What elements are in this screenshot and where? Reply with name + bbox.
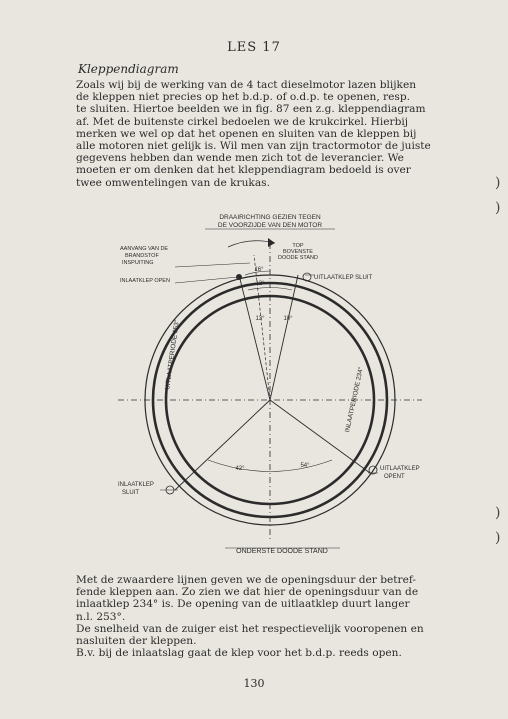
text-line: inlaatklep 234° is. De opening van de uitlaatklep duurt langer [76, 598, 410, 611]
exhaust-period-label: UITLAATPERIODE 253° [164, 319, 181, 391]
rotation-arrow [228, 241, 275, 247]
text-line: B.v. bij de inlaatslag gaat de klep voor het b.d.p. reeds open. [76, 647, 402, 660]
exhaust-open-label-2: OPENT [384, 474, 405, 480]
angle-42: 42° [235, 466, 245, 472]
text-line: fende kleppen aan. Zo zien we dat hier de openingsduur van de [76, 586, 419, 599]
exhaust-close-marker [303, 273, 311, 281]
rotation-label-2: DE VOORZIJDE VAN DEN MOTOR [217, 222, 323, 229]
injection-label-3: INSPUITING [122, 260, 154, 266]
text-line: te sluiten. Hiertoe beelden we in fig. 87 een z.g. kleppendiagram [76, 103, 426, 116]
text-line: de kleppen niet precies op het b.d.p. of o.d.p. te openen, resp. [76, 91, 410, 104]
bottom-dead-center-label: ONDERSTE DOODE STAND [236, 548, 328, 555]
explanation-paragraph [76, 574, 466, 659]
text-line: moeten er om denken dat het kleppendiagram bedoeld is over [76, 164, 411, 177]
valve-timing-diagram [100, 205, 445, 560]
angle-54: 54° [300, 463, 310, 469]
inlet-close-label-2: SLUIT [122, 490, 140, 496]
injection-line [254, 255, 270, 400]
text-line: Met de zwaardere lijnen geven we de openingsduur der betref- [76, 574, 417, 586]
text-line: n.l. 253°. [76, 610, 126, 623]
inlet-close-line [175, 400, 270, 490]
intro-paragraph [76, 79, 466, 189]
top-label-2: BOVENSTE [283, 249, 313, 255]
angle-10: 10° [283, 316, 293, 322]
text-line: De snelheid van de zuiger eist het respectievelijk vooropenen en [76, 622, 424, 635]
angle-12: 12° [255, 281, 265, 287]
rotation-label-1: DRAAIRICHTING GEZIEN TEGEN [219, 214, 321, 221]
section-title: Kleppendiagram [78, 62, 179, 76]
angle-16: 16° [254, 267, 264, 273]
text-line: twee omwentelingen van de krukas. [76, 176, 270, 189]
inlet-period-label: INLAATPERIODE 234° [344, 366, 365, 434]
text-line: nasluiten der kleppen. [76, 635, 197, 648]
text-line: merken we wel op dat het openen en sluiten van de kleppen bij [76, 127, 417, 140]
text-line: gegevens hebben dan wende men zich tot de leverancier. We [76, 152, 404, 165]
inlet-open-label: INLAATKLEP OPEN [120, 278, 170, 284]
exhaust-open-label-1: UITLAATKLEP [380, 466, 420, 472]
text-line: af. Met de buitenste cirkel bedoelen we de krukcirkel. Hierbij [76, 115, 409, 128]
margin-pencil-mark: ) [495, 200, 501, 216]
inlet-close-label-1: INLAATKLEP [118, 482, 154, 488]
rotation-arrowhead [268, 238, 275, 247]
exhaust-close-label: UITLAATKLEP SLUIT [314, 275, 373, 281]
angle-13: 13° [255, 316, 265, 322]
inlet-open-line [239, 275, 270, 400]
margin-pencil-mark: ) [495, 505, 501, 521]
margin-pencil-mark: ) [495, 175, 501, 191]
text-line: Zoals wij bij de werking van de 4 tact dieselmotor lazen blijken [76, 79, 417, 91]
top-label-3: DOODE STAND [278, 255, 318, 261]
injection-label-1: AANVANG VAN DE [120, 246, 169, 252]
text-line: alle motoren niet gelijk is. Wil men van zijn tractormotor de juiste [76, 140, 431, 153]
inlet-open-marker [236, 274, 242, 280]
lesson-header: LES 17 [227, 40, 281, 55]
injection-label-2: BRANDSTOF [125, 253, 159, 259]
exhaust-close-line [270, 275, 298, 400]
page-number: 130 [243, 677, 265, 690]
margin-pencil-mark: ) [495, 530, 501, 546]
top-label-1: TOP [292, 243, 304, 249]
